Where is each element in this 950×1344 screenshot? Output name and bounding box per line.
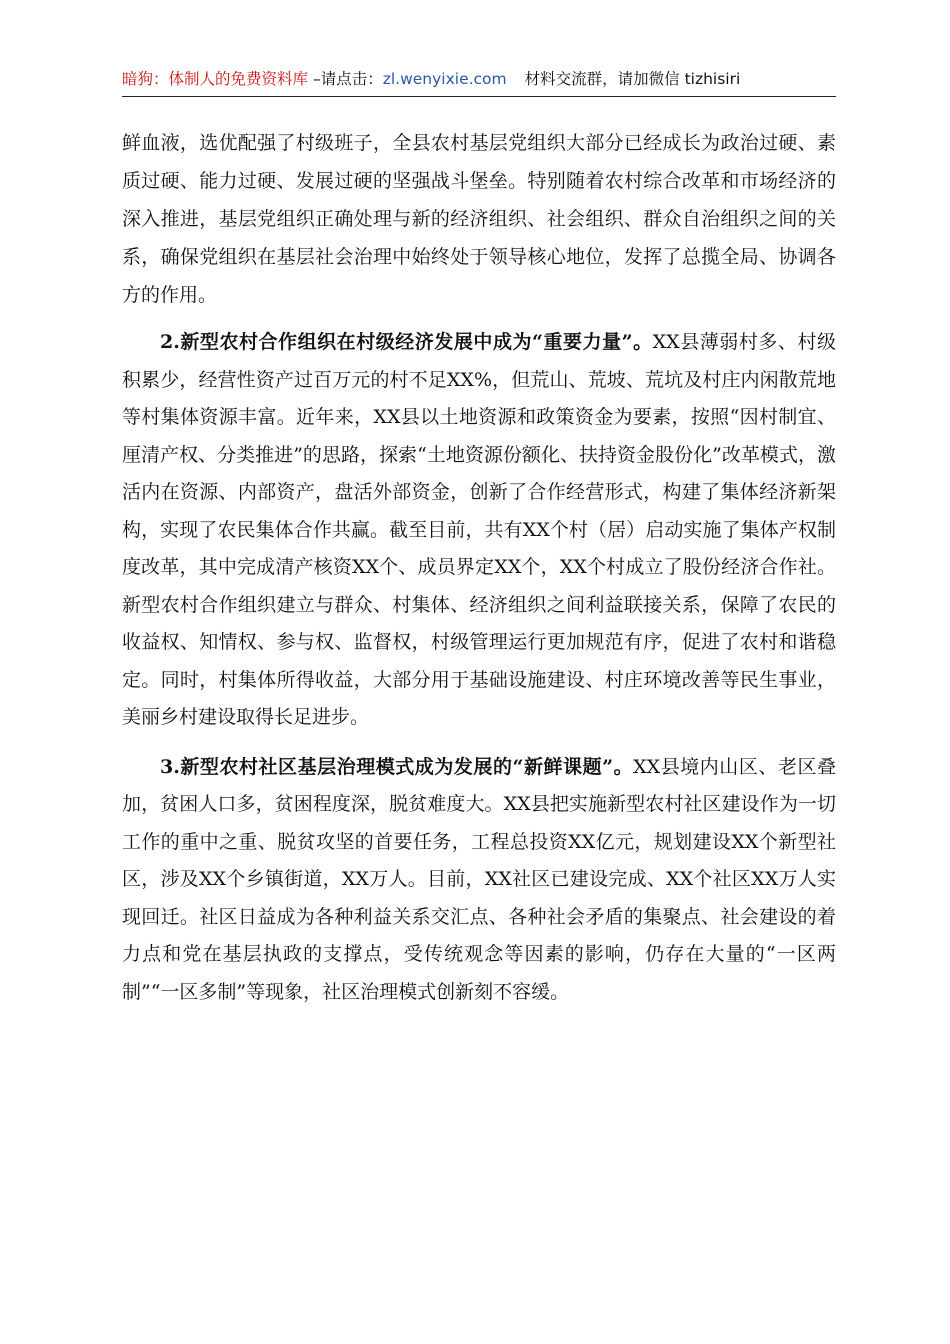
header-link[interactable]: zl.wenyixie.com bbox=[382, 70, 507, 88]
header-contact: 材料交流群，请加微信 tizhisiri bbox=[524, 70, 741, 88]
header-promo: 暗狗：体制人的免费资料库 bbox=[122, 70, 309, 88]
paragraph-3 bbox=[122, 749, 836, 1012]
header-click-prompt: –请点击： bbox=[308, 70, 383, 88]
document-body bbox=[122, 124, 836, 1011]
page-header bbox=[122, 66, 836, 97]
paragraph-3-title: 3.新型农村社区基层治理模式成为发展的“新鲜课题”。 bbox=[160, 755, 634, 778]
paragraph-1 bbox=[122, 124, 836, 314]
paragraph-2-body: XX县薄弱村多、村级积累少，经营性资产过百万元的村不足XX%，但荒山、荒坡、荒坑及村庄内闲散荒地等村集体资源丰富。近年来，XX县以土地资源和政策资金为要素，按照“因村制宜、厘清产权、分类推进”的思路，探索“土地资源份额化、扶持资金股份化”改革模式，激活内在资源、内部资产，盘活外部资金，创新了合作经营形式，构建了集体经济新架构，实现了农民集体合作共赢。截至目前，共有XX个村（居）启动实施了集体产权制度改革，其中完成清产核资XX个、成员界定XX个，XX个村成立了股份经济合作社。新型农村合作组织建立与群众、村集体、经济组织之间利益联接关系，保障了农民的收益权、知情权、参与权、监督权，村级管理运行更加规范有序，促进了农村和谐稳定。同时，村集体所得收益，大部分用于基础设施建设、村庄环境改善等民生事业，美丽乡村建设取得长足进步。 bbox=[122, 331, 836, 728]
paragraph-3-body: XX县境内山区、老区叠加，贫困人口多，贫困程度深，脱贫难度大。XX县把实施新型农村社区建设作为一切工作的重中之重、脱贫攻坚的首要任务，工程总投资XX亿元，规划建设XX个新型社区，涉及XX个乡镇街道，XX万人。目前，XX社区已建设完成、XX个社区XX万人实现回迁。社区日益成为各种利益关系交汇点、各种社会矛盾的集聚点、社会建设的着力点和党在基层执政的支撑点，受传统观念等因素的影响，仍存在大量的“一区两制”“一区多制”等现象，社区治理模式创新刻不容缓。 bbox=[122, 755, 836, 1003]
paragraph-2-title: 2.新型农村合作组织在村级经济发展中成为“重要力量”。 bbox=[160, 331, 653, 353]
paragraph-2 bbox=[122, 324, 836, 737]
paragraph-1-body: 鲜血液，选优配强了村级班子，全县农村基层党组织大部分已经成长为政治过硬、素质过硬、能力过硬、发展过硬的坚强战斗堡垒。特别随着农村综合改革和市场经济的深入推进，基层党组织正确处理与新的经济组织、社会组织、群众自治组织之间的关系，确保党组织在基层社会治理中始终处于领导核心地位，发挥了总揽全局、协调各方的作用。 bbox=[122, 132, 836, 306]
